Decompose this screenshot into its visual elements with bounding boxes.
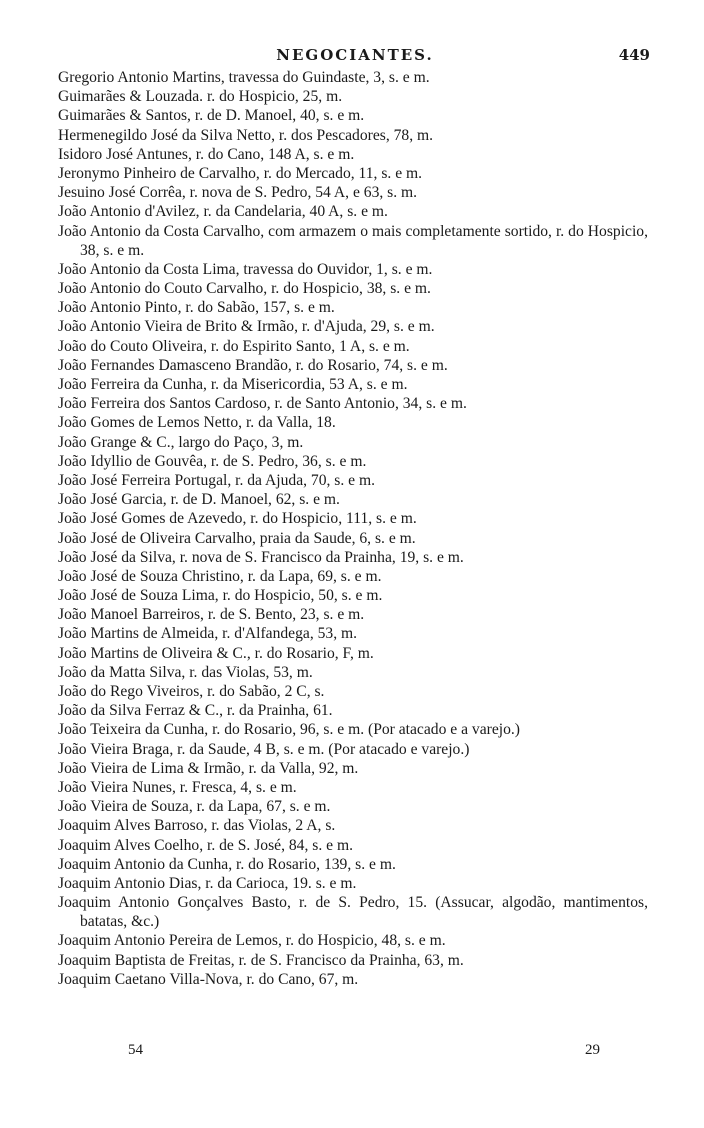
- merchant-entry: João Antonio Pinto, r. do Sabão, 157, s. e m.: [58, 299, 335, 317]
- merchant-entry: João da Matta Silva, r. das Violas, 53, m.: [58, 663, 313, 681]
- merchant-entry: Joaquim Antonio da Cunha, r. do Rosario, 139, s. e m.: [58, 855, 396, 873]
- merchant-entry: João do Rego Viveiros, r. do Sabão, 2 C, s.: [58, 683, 325, 700]
- merchant-entry: João Vieira de Lima & Irmão, r. da Valla, 92, m.: [58, 759, 359, 777]
- merchant-entry: João Ferreira dos Santos Cardoso, r. de Santo Antonio, 34, s. e m.: [58, 395, 467, 413]
- merchant-entry: Joaquim Alves Barroso, r. das Violas, 2 A, s.: [58, 817, 336, 835]
- merchant-entry: João José Ferreira Portugal, r. da Ajuda, 70, s. e m.: [58, 471, 376, 489]
- merchant-entry: Joaquim Alves Coelho, r. de S. José, 84, s. e m.: [58, 836, 353, 854]
- merchant-entry: João José Gomes de Azevedo, r. do Hospicio, 111, s. e m.: [58, 510, 417, 528]
- merchant-entry: João do Couto Oliveira, r. do Espirito Santo, 1 A, s. e m.: [58, 337, 410, 355]
- merchant-entry: João Vieira de Souza, r. da Lapa, 67, s. e m.: [58, 798, 331, 816]
- merchant-entry: João José de Souza Lima, r. do Hospicio, 50, s. e m.: [58, 587, 383, 605]
- merchant-entry: João José da Silva, r. nova de S. Francisco da Prainha, 19, s. e m.: [58, 548, 464, 566]
- merchant-entry: João Martins de Almeida, r. d'Alfandega, 53, m.: [58, 625, 358, 643]
- merchant-entry: João Manoel Barreiros, r. de S. Bento, 23, s. e m.: [58, 606, 365, 624]
- merchant-entry: Guimarães & Louzada. r. do Hospicio, 25, m.: [58, 88, 343, 106]
- merchant-entry: Isidoro José Antunes, r. do Cano, 148 A, s. e m.: [58, 145, 355, 163]
- merchant-entry: Joaquim Antonio Pereira de Lemos, r. do Hospicio, 48, s. e m.: [58, 932, 446, 950]
- merchant-entry: João Fernandes Damasceno Brandão, r. do Rosario, 74, s. e m.: [58, 356, 448, 374]
- merchant-entry: João José de Souza Christino, r. da Lapa, 69, s. e m.: [58, 567, 382, 585]
- section-title: NEGOCIANTES.: [276, 46, 434, 64]
- merchant-entry: João Antonio da Costa Lima, travessa do Ouvidor, 1, s. e m.: [58, 260, 433, 278]
- merchant-entry: Guimarães & Santos, r. de D. Manoel, 40, s. e m.: [58, 107, 365, 125]
- page-number: 449: [618, 46, 650, 64]
- merchant-entry: João Antonio do Couto Carvalho, r. do Hospicio, 38, s. e m.: [58, 280, 431, 298]
- merchant-entry: Jeronymo Pinheiro de Carvalho, r. do Mercado, 11, s. e m.: [58, 164, 423, 182]
- merchant-entry: João Gomes de Lemos Netto, r. da Valla, 18.: [58, 414, 336, 432]
- merchant-entry: João Antonio Vieira de Brito & Irmão, r. d'Ajuda, 29, s. e m.: [58, 318, 435, 336]
- merchant-entry: João Ferreira da Cunha, r. da Misericordia, 53 A, s. e m.: [58, 376, 408, 393]
- merchant-entry: João Antonio d'Avilez, r. da Candelaria, 40 A, s. e m.: [58, 203, 388, 221]
- merchant-entry: João Idyllio de Gouvêa, r. de S. Pedro, 36, s. e m.: [58, 452, 367, 470]
- merchant-entry: João Teixeira da Cunha, r. do Rosario, 96, s. e m. (Por atacado e a varejo.): [58, 721, 520, 739]
- merchant-entry: Joaquim Baptista de Freitas, r. de S. Francisco da Prainha, 63, m.: [58, 951, 464, 969]
- merchant-entry: Joaquim Antonio Dias, r. da Carioca, 19. s. e m.: [58, 874, 357, 892]
- sheet-number: 54: [128, 1042, 143, 1058]
- merchant-entry: Gregorio Antonio Martins, travessa do Guindaste, 3, s. e m.: [58, 69, 430, 86]
- merchant-entry: Jesuino José Corrêa, r. nova de S. Pedro, 54 A, e 63, s. m.: [58, 184, 418, 202]
- merchant-entry: João Vieira Nunes, r. Fresca, 4, s. e m.: [58, 778, 297, 796]
- signature-mark: 29: [585, 1042, 600, 1058]
- merchant-entry: João da Silva Ferraz & C., r. da Prainha, 61.: [58, 702, 333, 720]
- merchant-entry: João Antonio da Costa Carvalho, com armazem o mais completamente sortido, r. do Hospicio, 38, s. e m.: [58, 222, 648, 259]
- merchant-entry: Joaquim Caetano Villa-Nova, r. do Cano, 67, m.: [58, 970, 359, 988]
- page-footer: [120, 1042, 600, 1062]
- merchant-entry: João José Garcia, r. de D. Manoel, 62, s. e m.: [58, 491, 340, 509]
- merchant-entry: Joaquim Antonio Gonçalves Basto, r. de S. Pedro, 15. (Assucar, algodão, mantimentos, batatas, &c.): [58, 894, 648, 931]
- running-header: [60, 46, 650, 68]
- merchant-entry: Hermenegildo José da Silva Netto, r. dos Pescadores, 78, m.: [58, 126, 434, 144]
- merchant-list: [58, 68, 648, 989]
- merchant-entry: João José de Oliveira Carvalho, praia da Saude, 6, s. e m.: [58, 529, 416, 547]
- merchant-entry: João Vieira Braga, r. da Saude, 4 B, s. e m. (Por atacado e varejo.): [58, 740, 470, 758]
- merchant-entry: João Grange & C., largo do Paço, 3, m.: [58, 433, 304, 451]
- merchant-entry: João Martins de Oliveira & C., r. do Rosario, F, m.: [58, 644, 374, 662]
